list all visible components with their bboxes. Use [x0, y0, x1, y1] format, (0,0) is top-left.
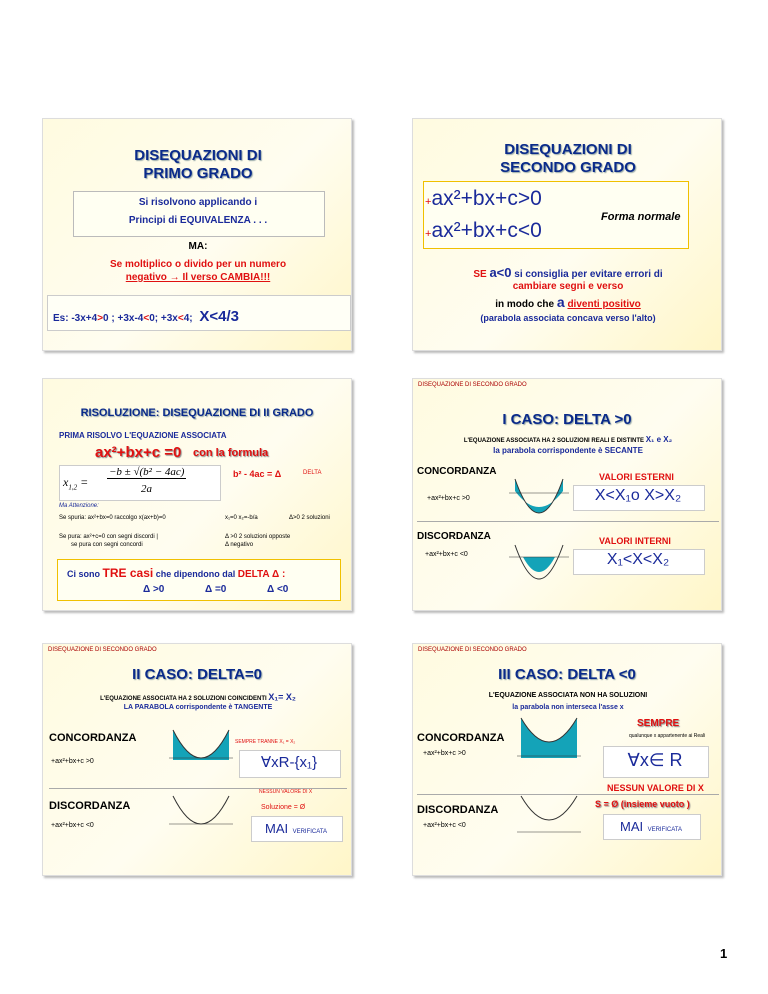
- page-number: 1: [720, 946, 728, 961]
- text: 0; +3x: [149, 313, 178, 324]
- text: 1,2: [68, 483, 78, 492]
- slide-secondo-grado: [412, 118, 722, 351]
- text: Ci sono: [67, 569, 100, 579]
- slide-caso-1: [412, 378, 722, 611]
- slide-primo-grado: [42, 118, 352, 351]
- conc-result: X<X₁o X>X₂: [594, 487, 682, 504]
- slide-title: DISEQUAZIONI DI PRIMO GRADO: [134, 147, 262, 182]
- case-2: Δ =0: [205, 584, 227, 595]
- valori-esterni: VALORI ESTERNI: [599, 472, 674, 482]
- text: MAI: [264, 821, 289, 836]
- text: TRE casi: [102, 566, 154, 580]
- formula-den: 2a: [141, 483, 152, 495]
- nessun-valore: NESSUN VALORE DI X: [259, 789, 313, 795]
- text: Es: -3x+4: [53, 313, 98, 324]
- text: X₁= X₂: [268, 692, 296, 702]
- subtitle: la parabola non interseca l'asse x: [512, 704, 624, 711]
- cases-line: [67, 566, 285, 580]
- discordanza-label: DISCORDANZA: [417, 804, 499, 816]
- parabola-tangente-discordanza: [169, 794, 233, 838]
- conc-equation: +ax²+bx+c >0: [423, 750, 466, 757]
- subtitle: LA PARABOLA corrispondente è TANGENTE: [123, 704, 273, 711]
- concordanza-label: CONCORDANZA: [417, 466, 497, 477]
- text: DELTA Δ :: [237, 569, 286, 580]
- pura-delta: Δ negativo: [225, 542, 254, 548]
- sempre: SEMPRE: [637, 718, 680, 729]
- subtitle: L'EQUAZIONE ASSOCIATA NON HA SOLUZIONI: [488, 692, 648, 699]
- prima-line: PRIMA RISOLVO L'EQUAZIONE ASSOCIATA: [59, 431, 227, 440]
- equation: [425, 187, 542, 211]
- text: ax²+bx+c<0: [431, 219, 542, 242]
- formula-label: con la formula: [193, 447, 269, 459]
- text: L'EQUAZIONE ASSOCIATA HA 2 SOLUZIONI REALI E DISTINTE: [463, 438, 645, 444]
- warning-line: negativo → Il verso CAMBIA!!!: [125, 272, 271, 283]
- formula-x: $x_{1,2}$ =: [63, 475, 89, 492]
- sempre-tranne: SEMPRE TRANNE X₁ = X₂: [235, 739, 296, 745]
- equation: [425, 219, 542, 243]
- spuria-delta: Δ>0 2 soluzioni: [289, 515, 330, 521]
- divider: [49, 788, 347, 789]
- qualunque: qualunque x appartenente ai Reali: [629, 733, 706, 739]
- example-line: [53, 308, 239, 325]
- text: X₁ e X₂: [645, 435, 673, 444]
- text: VERIFICATA: [647, 827, 683, 833]
- text: in modo che: [495, 299, 555, 310]
- subtitle: [43, 692, 352, 702]
- note: (parabola associata concava verso l'alto): [480, 313, 656, 323]
- text: che dipendono dal: [155, 569, 236, 579]
- forma-normale: Forma normale: [601, 211, 681, 223]
- text-line: Si risolvono applicando i: [138, 197, 258, 208]
- soluzione-vuota: Soluzione = Ø: [261, 804, 306, 811]
- text: ax²+bx+c>0: [431, 187, 542, 210]
- slide-title: DISEQUAZIONI DI SECONDO GRADO: [500, 141, 636, 176]
- divider: [417, 521, 719, 522]
- concordanza-label: CONCORDANZA: [417, 732, 505, 744]
- spuria-sol: x₁=0 x₂=-b/a: [225, 515, 258, 521]
- case-1: Δ >0: [143, 584, 165, 595]
- slide-title: RISOLUZIONE: DISEQUAZIONE DI II GRADO: [80, 407, 314, 419]
- formula-num: −b ± √(b² − 4ac): [109, 466, 185, 478]
- text: MAI: [619, 819, 644, 834]
- disc-result: [251, 820, 341, 838]
- ma-label: MA:: [188, 241, 208, 252]
- slide-title: I CASO: DELTA >0: [502, 411, 632, 428]
- slide-title: II CASO: DELTA=0: [132, 666, 262, 683]
- conc-result: ∀xR-{x₁}: [260, 754, 318, 771]
- parabola-secante-discordanza: [509, 543, 569, 581]
- text: 0 ; +3x-4: [103, 313, 144, 324]
- plus: +: [425, 196, 432, 208]
- attention: Ma Attenzione:: [59, 503, 99, 509]
- subtitle: la parabola corrispondente è SECANTE: [493, 446, 643, 455]
- subtitle: [413, 435, 722, 444]
- text: diventi positivo: [567, 299, 641, 310]
- conc-result: ∀x∈ R: [627, 750, 683, 770]
- case-3: Δ <0: [267, 584, 289, 595]
- text: >: [97, 313, 104, 324]
- warning-line: Se moltiplico o divido per un numero: [109, 259, 287, 270]
- pura: Se pura: ax²+c=0 con segni discordi |: [59, 534, 158, 540]
- parabola-secante-concordanza: [509, 477, 569, 515]
- nessun-valore: NESSUN VALORE DI X: [607, 783, 704, 793]
- pura: se pura con segni concordi: [71, 542, 143, 548]
- text: SE: [473, 269, 487, 280]
- pura-delta: Δ >0 2 soluzioni opposte: [225, 534, 291, 540]
- parabola-nessuna-intersezione-concordanza: [517, 716, 581, 762]
- parabola-tangente-concordanza: [169, 728, 233, 768]
- text: si consiglia per evitare errori di: [514, 269, 663, 280]
- disc-result: X₁<X<X₂: [606, 551, 670, 568]
- note: [413, 294, 722, 310]
- conc-equation: +ax²+bx+c >0: [427, 495, 470, 502]
- valori-interni: VALORI INTERNI: [599, 536, 671, 546]
- disc-result: [603, 818, 699, 836]
- discordanza-label: DISCORDANZA: [49, 800, 131, 812]
- text-line: Principi di EQUIVALENZA . . .: [128, 215, 268, 226]
- text: VERIFICATA: [292, 829, 328, 835]
- plus: +: [425, 228, 432, 240]
- slide-title: III CASO: DELTA <0: [498, 666, 636, 683]
- slide-risoluzione: [42, 378, 352, 611]
- result: X<4/3: [199, 308, 239, 325]
- slide-caso-2: [42, 643, 352, 876]
- text: 4;: [183, 313, 193, 324]
- text: a: [556, 294, 565, 310]
- breadcrumb: DISEQUAZIONE DI SECONDO GRADO: [418, 647, 527, 653]
- concordanza-label: CONCORDANZA: [49, 732, 137, 744]
- text: L'EQUAZIONE ASSOCIATA HA 2 SOLUZIONI COINCIDENTI: [100, 696, 267, 702]
- note: [413, 265, 722, 280]
- breadcrumb: DISEQUAZIONE DI SECONDO GRADO: [418, 382, 527, 388]
- disc-equation: +ax²+bx+c <0: [425, 551, 468, 558]
- delta-label: DELTA: [303, 470, 322, 476]
- breadcrumb: DISEQUAZIONE DI SECONDO GRADO: [48, 647, 157, 653]
- delta-formula: b² - 4ac = Δ: [233, 469, 282, 479]
- discordanza-label: DISCORDANZA: [417, 531, 491, 542]
- equation: ax²+bx+c =0: [95, 444, 182, 461]
- disc-equation: +ax²+bx+c <0: [51, 822, 94, 829]
- spuria: Se spuria: ax²+bx=0 raccolgo x(ax+b)=0: [59, 515, 166, 521]
- text: x: [63, 475, 69, 489]
- text: <: [143, 313, 150, 324]
- parabola-nessuna-intersezione-discordanza: [517, 794, 581, 840]
- note: cambiare segni e verso: [512, 281, 624, 292]
- conc-equation: +ax²+bx+c >0: [51, 758, 94, 765]
- slide-caso-3: [412, 643, 722, 876]
- text: <: [177, 313, 184, 324]
- insieme-vuoto: S = Ø (insieme vuoto ): [595, 799, 690, 809]
- text: a<0: [489, 265, 512, 280]
- disc-equation: +ax²+bx+c <0: [423, 822, 466, 829]
